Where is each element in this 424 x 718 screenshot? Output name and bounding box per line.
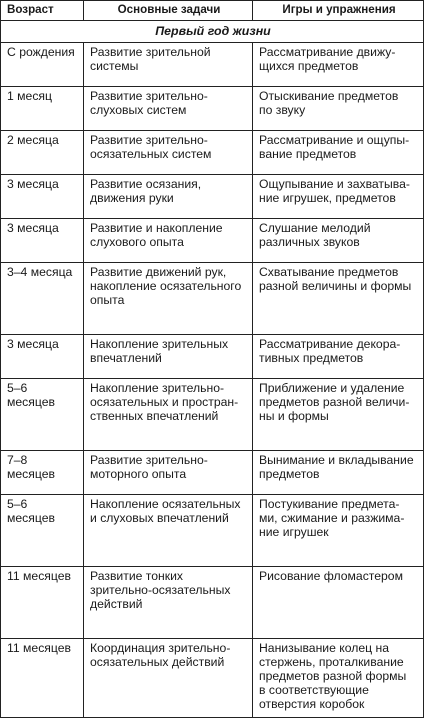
table-row [1,567,424,639]
task-cell [84,219,253,263]
task-cell [84,131,253,175]
games-cell-line: Рисование фломастером [259,569,403,583]
table-row [1,263,424,335]
table-row [1,639,424,718]
age-cell-line: 3 месяца [7,177,59,191]
games-cell [253,219,424,263]
task-cell-line: Накопление зрительных [90,337,229,351]
age-cell-line: 5–6 [7,497,28,511]
age-cell-line: 2 месяца [7,133,59,147]
table-row [1,131,424,175]
games-cell-line: Ощупывание и захватыва- [259,177,410,191]
task-cell-line: зрительно-осязательных [90,583,231,597]
task-cell-line: Развитие зрительно- [90,453,208,467]
table-row [1,43,424,87]
task-cell-line: ственных впечатлений [90,409,219,423]
task-cell-line: и слуховых впечатлений [90,511,229,525]
games-cell-line: тивных предметов [259,351,364,365]
games-cell-line: Рассматривание декора- [259,337,401,351]
age-cell [1,639,84,718]
task-cell [84,567,253,639]
task-cell-line: Развитие тонких [90,569,183,583]
games-cell-line: разной величины и формы [259,279,412,293]
games-cell [253,335,424,379]
task-cell-line: Накопление зрительно- [90,381,225,395]
age-cell [1,495,84,567]
games-cell-line: отверстия коробок [259,697,365,711]
games-cell-line: в соответствующие [259,683,369,697]
task-cell-line: накопление осязательного [90,279,242,293]
games-cell [253,379,424,451]
games-cell-line: Вынимание и вкладывание [259,453,414,467]
table-row [1,175,424,219]
age-cell [1,87,84,131]
task-cell-line: Развитие зрительно- [90,89,208,103]
age-cell [1,43,84,87]
games-cell-line: Слушание мелодий [259,221,371,235]
games-cell-line: вание предметов [259,147,357,161]
task-cell-line: системы [90,59,139,73]
games-cell-line: ны и формы [259,409,329,423]
age-cell [1,335,84,379]
header-games: Игры и упражнения [253,1,424,21]
header-tasks: Основные задачи [84,1,253,21]
games-cell [253,43,424,87]
task-cell [84,639,253,718]
games-cell-line: Схватывание предметов [259,265,399,279]
task-cell-line: Координация зрительно- [90,641,231,655]
games-cell [253,495,424,567]
table-row [1,219,424,263]
age-cell [1,379,84,451]
header-age: Возраст [1,1,84,21]
games-cell-line: различных звуков [259,235,360,249]
age-cell [1,219,84,263]
task-cell [84,495,253,567]
age-cell [1,567,84,639]
games-cell-line: Рассматривание и ощупы- [259,133,410,147]
games-cell [253,87,424,131]
task-cell [84,87,253,131]
section-row [1,21,424,43]
games-cell [253,567,424,639]
task-cell-line: осязательных систем [90,147,212,161]
task-cell-line: Развитие осязания, [90,177,202,191]
task-cell [84,451,253,495]
games-cell-line: стержень, проталкивание [259,655,404,669]
games-cell-line: по звуку [259,103,306,117]
task-cell-line: Развитие и накопление [90,221,223,235]
games-cell [253,639,424,718]
table-row [1,451,424,495]
header-row [1,1,424,21]
games-cell-line: ние игрушек [259,525,329,539]
age-cell [1,263,84,335]
task-cell-line: опыта [90,293,125,307]
task-cell-line: Развитие зрительной [90,45,211,59]
task-cell-line: движения руки [90,191,174,205]
games-cell-line: Постукивание предмета- [259,497,400,511]
age-cell-line: 11 месяцев [7,569,71,583]
age-cell-line: 3 месяца [7,337,59,351]
games-cell-line: Нанизывание колец на [259,641,390,655]
games-cell-line: предметов разной величи- [259,395,410,409]
games-cell-line: ние игрушек, предметов [259,191,396,205]
games-cell-line: Приближение и удаление [259,381,405,395]
age-cell-line: 11 месяцев [7,641,71,655]
table-row [1,87,424,131]
games-cell-line: Отыскивание предметов [259,89,399,103]
age-cell [1,175,84,219]
games-cell-line: ми, сжимание и разжима- [259,511,405,525]
task-cell-line: Накопление осязательных [90,497,241,511]
task-cell-line: Развитие движений рук, [90,265,227,279]
age-cell-line: 5–6 [7,381,28,395]
task-cell [84,263,253,335]
games-cell [253,131,424,175]
age-cell-line: С рождения [7,45,75,59]
task-cell-line: Развитие зрительно- [90,133,208,147]
games-cell-line: щихся предметов [259,59,359,73]
task-cell [84,43,253,87]
task-cell [84,335,253,379]
games-cell [253,263,424,335]
task-cell-line: слухового опыта [90,235,184,249]
age-cell-line: 3 месяца [7,221,59,235]
table-row [1,495,424,567]
games-cell-line: предметов разной формы [259,669,407,683]
task-cell [84,175,253,219]
task-cell-line: осязательных действий [90,655,225,669]
games-cell [253,451,424,495]
games-cell-line: предметов [259,467,320,481]
task-cell-line: осязательных и простран- [90,395,239,409]
section-title: Первый год жизни [1,21,424,43]
task-cell-line: впечатлений [90,351,162,365]
task-cell-line: моторного опыта [90,467,187,481]
age-cell [1,451,84,495]
table-row [1,335,424,379]
age-cell-line: 7–8 [7,453,28,467]
age-cell-line: месяцев [7,511,55,525]
games-cell-line: Рассматривание движу- [259,45,396,59]
games-cell [253,175,424,219]
age-cell-line: месяцев [7,395,55,409]
age-cell-line: 3–4 месяца [7,265,73,279]
age-cell-line: месяцев [7,467,55,481]
task-cell [84,379,253,451]
age-cell-line: 1 месяц [7,89,52,103]
table-row [1,379,424,451]
task-cell-line: действий [90,597,143,611]
age-cell [1,131,84,175]
task-cell-line: слуховых систем [90,103,187,117]
